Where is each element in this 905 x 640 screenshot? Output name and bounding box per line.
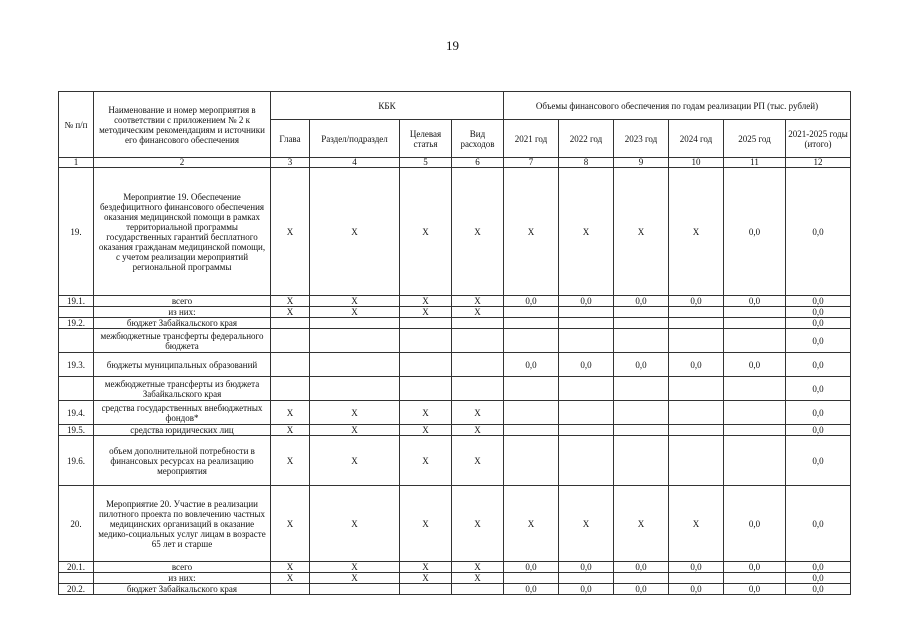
- header-kbk-col: Целевая статья: [400, 120, 452, 158]
- row-cell: [669, 401, 724, 425]
- row-cell: X: [504, 168, 559, 296]
- row-cell: 0,0: [724, 353, 786, 377]
- row-cell: [669, 573, 724, 584]
- row-cell: [504, 318, 559, 329]
- row-cell: 0,0: [724, 168, 786, 296]
- row-cell: X: [400, 573, 452, 584]
- table-row: [59, 562, 851, 573]
- row-cell: 0,0: [786, 353, 851, 377]
- row-number: [59, 307, 94, 318]
- row-cell: X: [614, 486, 669, 562]
- table-row: [59, 401, 851, 425]
- row-cell: [452, 377, 504, 401]
- row-number: 20.: [59, 486, 94, 562]
- row-cell: [310, 353, 400, 377]
- row-number: [59, 329, 94, 353]
- funding-table-wrapper: [58, 91, 851, 595]
- header-kbk-col: Глава: [271, 120, 310, 158]
- row-cell: [724, 401, 786, 425]
- row-cell: [669, 307, 724, 318]
- row-cell: 0,0: [786, 573, 851, 584]
- row-cell: [669, 377, 724, 401]
- row-name: средства государственных внебюджетных фондов*: [94, 401, 271, 425]
- row-cell: 0,0: [786, 296, 851, 307]
- row-cell: X: [310, 168, 400, 296]
- row-cell: [400, 353, 452, 377]
- row-cell: 0,0: [786, 436, 851, 486]
- row-cell: X: [310, 486, 400, 562]
- row-name: средства юридических лиц: [94, 425, 271, 436]
- row-cell: 0,0: [786, 425, 851, 436]
- row-name: бюджет Забайкальского края: [94, 584, 271, 595]
- row-cell: [400, 318, 452, 329]
- row-number: 19.2.: [59, 318, 94, 329]
- table-row: [59, 296, 851, 307]
- row-number: 19.4.: [59, 401, 94, 425]
- row-cell: X: [452, 401, 504, 425]
- row-cell: 0,0: [786, 329, 851, 353]
- row-cell: X: [271, 486, 310, 562]
- table-row: [59, 377, 851, 401]
- row-cell: 0,0: [614, 353, 669, 377]
- table-row: [59, 573, 851, 584]
- row-cell: X: [452, 307, 504, 318]
- row-cell: 0,0: [786, 168, 851, 296]
- column-number: 10: [669, 158, 724, 168]
- row-cell: [452, 584, 504, 595]
- row-cell: [614, 329, 669, 353]
- row-name: из них:: [94, 307, 271, 318]
- row-cell: X: [452, 486, 504, 562]
- row-cell: [559, 436, 614, 486]
- row-cell: [271, 584, 310, 595]
- row-cell: [559, 401, 614, 425]
- row-cell: X: [400, 401, 452, 425]
- row-cell: [504, 573, 559, 584]
- row-cell: [271, 353, 310, 377]
- column-number: 11: [724, 158, 786, 168]
- row-cell: [504, 377, 559, 401]
- table-row: [59, 307, 851, 318]
- row-cell: X: [271, 401, 310, 425]
- row-cell: [724, 307, 786, 318]
- row-cell: 0,0: [559, 562, 614, 573]
- header-year: 2022 год: [559, 120, 614, 158]
- column-number: 6: [452, 158, 504, 168]
- row-name: всего: [94, 296, 271, 307]
- header-name: Наименование и номер мероприятия в соответствии с приложением № 2 к методическим рекомендациям и источники его финансового обеспечения: [94, 92, 271, 158]
- row-name: межбюджетные трансферты из бюджета Забайкальского края: [94, 377, 271, 401]
- row-cell: X: [310, 296, 400, 307]
- row-cell: [614, 436, 669, 486]
- table-row: [59, 486, 851, 562]
- header-year: 2021 год: [504, 120, 559, 158]
- header-year: 2023 год: [614, 120, 669, 158]
- row-cell: X: [559, 168, 614, 296]
- row-cell: X: [400, 307, 452, 318]
- row-cell: X: [310, 307, 400, 318]
- row-number: 19.1.: [59, 296, 94, 307]
- row-cell: 0,0: [786, 486, 851, 562]
- row-cell: [559, 318, 614, 329]
- row-cell: X: [400, 296, 452, 307]
- row-name: межбюджетные трансферты федерального бюджета: [94, 329, 271, 353]
- row-cell: X: [452, 573, 504, 584]
- header-year: 2024 год: [669, 120, 724, 158]
- row-name: объем дополнительной потребности в финансовых ресурсах на реализацию мероприятия: [94, 436, 271, 486]
- page-number: 19: [446, 38, 459, 53]
- column-number: 5: [400, 158, 452, 168]
- row-cell: [310, 318, 400, 329]
- column-number-row: [59, 158, 851, 168]
- row-cell: [724, 377, 786, 401]
- table-body: [59, 168, 851, 595]
- row-cell: [669, 318, 724, 329]
- row-cell: [669, 425, 724, 436]
- row-cell: [504, 425, 559, 436]
- row-cell: 0,0: [504, 296, 559, 307]
- header-kbk-col: Вид расходов: [452, 120, 504, 158]
- row-cell: [614, 573, 669, 584]
- header-funding: Объемы финансового обеспечения по годам реализации РП (тыс. рублей): [504, 92, 851, 120]
- header-kbk: КБК: [271, 92, 504, 120]
- row-cell: [559, 329, 614, 353]
- row-cell: X: [400, 425, 452, 436]
- row-cell: [271, 377, 310, 401]
- column-number: 2: [94, 158, 271, 168]
- row-name: Мероприятие 20. Участие в реализации пилотного проекта по вовлечению частных медицинских организаций в оказание медико-социальных услуг лицам в возрасте 65 лет и старше: [94, 486, 271, 562]
- row-cell: X: [452, 296, 504, 307]
- row-cell: 0,0: [724, 296, 786, 307]
- row-cell: [614, 307, 669, 318]
- row-cell: [669, 329, 724, 353]
- row-cell: [310, 584, 400, 595]
- row-cell: X: [559, 486, 614, 562]
- row-cell: X: [400, 436, 452, 486]
- table-header: [59, 92, 851, 168]
- row-cell: [724, 436, 786, 486]
- row-cell: [724, 425, 786, 436]
- row-number: 19.6.: [59, 436, 94, 486]
- row-number: 20.1.: [59, 562, 94, 573]
- column-number: 7: [504, 158, 559, 168]
- row-number: 19.3.: [59, 353, 94, 377]
- row-cell: 0,0: [614, 562, 669, 573]
- row-cell: 0,0: [669, 562, 724, 573]
- header-number: № п/п: [59, 92, 94, 158]
- row-number: [59, 377, 94, 401]
- row-cell: [614, 425, 669, 436]
- row-cell: [504, 307, 559, 318]
- row-cell: X: [400, 562, 452, 573]
- row-cell: [724, 329, 786, 353]
- row-cell: [400, 329, 452, 353]
- row-name: Мероприятие 19. Обеспечение бездефицитного финансового обеспечения оказания медицинской помощи в рамках территориальной программы государственных гарантий бесплатного оказания гражданам медицинской помощи, с учетом реализации мероприятий региональной программы: [94, 168, 271, 296]
- row-cell: 0,0: [504, 353, 559, 377]
- table-row: [59, 318, 851, 329]
- table-row: [59, 168, 851, 296]
- row-cell: X: [271, 168, 310, 296]
- row-cell: [310, 329, 400, 353]
- row-name: из них:: [94, 573, 271, 584]
- row-cell: 0,0: [559, 584, 614, 595]
- header-year: 2025 год: [724, 120, 786, 158]
- row-cell: X: [271, 562, 310, 573]
- row-cell: X: [271, 296, 310, 307]
- row-cell: 0,0: [614, 584, 669, 595]
- row-cell: X: [452, 168, 504, 296]
- row-cell: [452, 353, 504, 377]
- column-number: 12: [786, 158, 851, 168]
- row-cell: [614, 401, 669, 425]
- row-cell: 0,0: [786, 562, 851, 573]
- row-cell: X: [614, 168, 669, 296]
- row-cell: 0,0: [669, 584, 724, 595]
- row-cell: [724, 573, 786, 584]
- row-cell: X: [400, 168, 452, 296]
- row-cell: 0,0: [786, 318, 851, 329]
- row-cell: X: [271, 436, 310, 486]
- row-cell: X: [669, 168, 724, 296]
- row-cell: 0,0: [786, 401, 851, 425]
- column-number: 8: [559, 158, 614, 168]
- row-cell: [559, 377, 614, 401]
- row-cell: X: [452, 562, 504, 573]
- row-cell: 0,0: [614, 296, 669, 307]
- row-cell: [271, 329, 310, 353]
- row-cell: [614, 318, 669, 329]
- row-cell: X: [310, 401, 400, 425]
- row-number: 19.: [59, 168, 94, 296]
- row-number: 20.2.: [59, 584, 94, 595]
- row-cell: 0,0: [669, 296, 724, 307]
- column-number: 1: [59, 158, 94, 168]
- row-cell: [559, 425, 614, 436]
- header-kbk-col: Раздел/подраздел: [310, 120, 400, 158]
- table-row: [59, 353, 851, 377]
- row-cell: [724, 318, 786, 329]
- row-cell: [559, 307, 614, 318]
- row-cell: [614, 377, 669, 401]
- row-cell: 0,0: [559, 296, 614, 307]
- row-cell: 0,0: [786, 377, 851, 401]
- row-cell: X: [310, 562, 400, 573]
- table-row: [59, 329, 851, 353]
- row-cell: [504, 329, 559, 353]
- row-cell: 0,0: [724, 562, 786, 573]
- row-cell: 0,0: [504, 584, 559, 595]
- row-name: бюджет Забайкальского края: [94, 318, 271, 329]
- row-cell: X: [452, 436, 504, 486]
- table-row: [59, 436, 851, 486]
- row-cell: 0,0: [724, 584, 786, 595]
- row-cell: X: [452, 425, 504, 436]
- row-cell: [310, 377, 400, 401]
- row-cell: 0,0: [786, 307, 851, 318]
- row-cell: X: [271, 307, 310, 318]
- row-cell: X: [310, 425, 400, 436]
- column-number: 9: [614, 158, 669, 168]
- column-number: 3: [271, 158, 310, 168]
- row-cell: X: [310, 573, 400, 584]
- row-name: всего: [94, 562, 271, 573]
- row-cell: X: [669, 486, 724, 562]
- row-cell: [400, 584, 452, 595]
- row-cell: 0,0: [559, 353, 614, 377]
- header-year: 2021-2025 годы (итого): [786, 120, 851, 158]
- row-number: 19.5.: [59, 425, 94, 436]
- row-cell: X: [271, 573, 310, 584]
- row-cell: X: [504, 486, 559, 562]
- row-cell: 0,0: [786, 584, 851, 595]
- row-name: бюджеты муниципальных образований: [94, 353, 271, 377]
- row-cell: [452, 318, 504, 329]
- column-number: 4: [310, 158, 400, 168]
- row-cell: 0,0: [724, 486, 786, 562]
- row-cell: [559, 573, 614, 584]
- row-cell: [504, 436, 559, 486]
- row-cell: [400, 377, 452, 401]
- row-number: [59, 573, 94, 584]
- row-cell: 0,0: [669, 353, 724, 377]
- table-row: [59, 584, 851, 595]
- row-cell: X: [310, 436, 400, 486]
- row-cell: [452, 329, 504, 353]
- row-cell: [504, 401, 559, 425]
- row-cell: X: [271, 425, 310, 436]
- funding-table: [58, 91, 851, 595]
- row-cell: X: [400, 486, 452, 562]
- table-row: [59, 425, 851, 436]
- row-cell: [669, 436, 724, 486]
- row-cell: [271, 318, 310, 329]
- row-cell: 0,0: [504, 562, 559, 573]
